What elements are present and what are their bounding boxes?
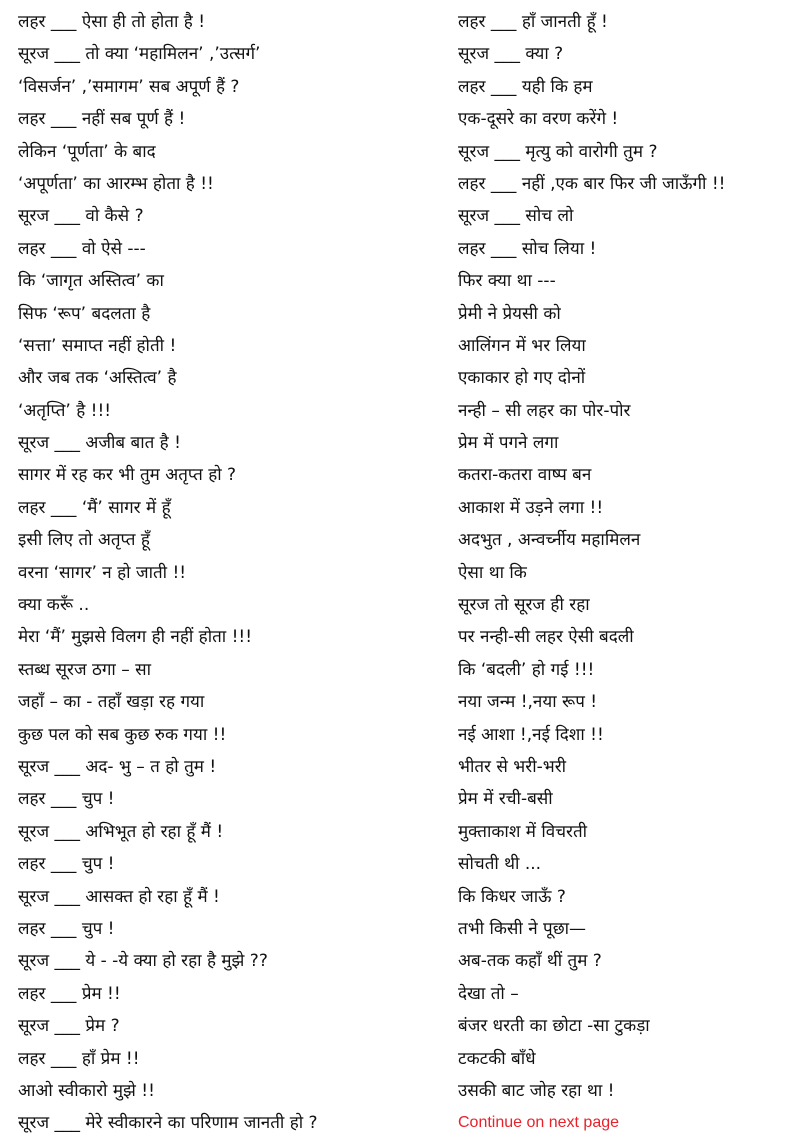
poem-line: एकाकार हो गए दोनों: [458, 368, 586, 389]
poem-line: क्या करूँ ..: [18, 595, 90, 616]
poem-line: सूरज ___ मृत्यु को वारोगी तुम ?: [458, 141, 658, 162]
poem-line: सूरज ___ मेरे स्वीकारने का परिणाम जानती हो ?: [18, 1113, 318, 1134]
poem-line: नन्ही – सी लहर का पोर-पोर: [458, 400, 631, 421]
poem-line: लहर ___ वो ऐसे ---: [18, 238, 146, 259]
poem-line: कि ‘बदली’ हो गई !!!: [458, 659, 595, 680]
poem-line: लहर ___ नहीं सब पूर्ण हैं !: [18, 109, 186, 130]
poem-line: तभी किसी ने पूछा—: [458, 918, 587, 939]
poem-line: लहर ___ ‘मैं’ सागर में हूँ: [18, 497, 171, 518]
poem-line: सूरज ___ प्रेम ?: [18, 1016, 120, 1037]
poem-line: जहाँ – का - तहाँ खड़ा रह गया: [18, 692, 205, 713]
poem-line: टकटकी बाँधे: [458, 1048, 536, 1069]
poem-line: लहर ___ हाँ जानती हूँ !: [458, 12, 608, 32]
poem-line: लहर ___ ऐसा ही तो होता है !: [18, 12, 206, 32]
poem-line: सूरज ___ आसक्त हो रहा हूँ मैं !: [18, 886, 220, 907]
poem-line: आकाश में उड़ने लगा !!: [458, 497, 604, 518]
poem-line: लहर ___ चुप !: [18, 854, 115, 875]
poem-line: और जब तक ‘अस्तित्व’ है: [18, 368, 177, 389]
poem-line: वरना ‘सागर’ न हो जाती !!: [18, 562, 187, 583]
poem-line: नया जन्म !,नया रूप !: [458, 692, 598, 713]
poem-line: सूरज तो सूरज ही रहा: [458, 595, 590, 616]
poem-line: सूरज ___ वो कैसे ?: [18, 206, 144, 227]
poem-line: इसी लिए तो अतृप्त हूँ: [18, 530, 150, 551]
poem-line: प्रेम में पगने लगा: [458, 433, 559, 454]
poem-line: लहर ___ सोच लिया !: [458, 238, 597, 259]
poem-line: प्रेमी ने प्रेयसी को: [458, 303, 561, 324]
poem-line: ‘अतृप्ति’ है !!!: [18, 400, 112, 421]
poem-line: मेरा ‘मैं’ मुझसे विलग ही नहीं होता !!!: [18, 627, 253, 648]
poem-line: सूरज ___ क्या ?: [458, 44, 564, 65]
poem-line: लहर ___ नहीं ,एक बार फिर जी जाऊँगी !!: [458, 173, 726, 194]
poem-line: कि ‘जागृत अस्तित्व’ का: [18, 271, 164, 292]
poem-line: सूरज ___ अजीब बात है !: [18, 433, 181, 454]
poem-line: भीतर से भरी-भरी: [458, 756, 567, 777]
poem-line: अदभुत , अन्वर्च्नीय महामिलन: [458, 530, 641, 551]
poem-line: ‘अपूर्णता’ का आरम्भ होता है !!: [18, 173, 214, 194]
poem-line: उसकी बाट जोह रहा था !: [458, 1080, 615, 1101]
poem-line: ऐसा था कि: [458, 562, 527, 583]
poem-line: आलिंगन में भर लिया: [458, 335, 586, 356]
poem-line: देखा तो –: [458, 983, 519, 1004]
poem-line: नई आशा !,नई दिशा !!: [458, 724, 604, 745]
poem-line: फिर क्या था ---: [458, 271, 556, 292]
poem-left-column: [18, 6, 438, 1140]
poem-line: कुछ पल को सब कुछ रुक गया !!: [18, 724, 227, 745]
poem-line: एक-दूसरे का वरण करेंगे !: [458, 109, 619, 130]
poem-line: सोचती थी ...: [458, 854, 542, 875]
poem-line: सिफ ‘रूप’ बदलता है: [18, 303, 151, 324]
poem-line: कि किधर जाऊँ ?: [458, 886, 566, 907]
poem-line: पर नन्ही-सी लहर ऐसी बदली: [458, 627, 634, 648]
poem-line: स्तब्ध सूरज ठगा – सा: [18, 659, 152, 680]
poem-line: सूरज ___ तो क्या ‘महामिलन’ ,’उत्सर्ग’: [18, 44, 261, 65]
poem-line: कतरा-कतरा वाष्प बन: [458, 465, 592, 486]
poem-line: आओ स्वीकारो मुझे !!: [18, 1080, 155, 1101]
poem-line: बंजर धरती का छोटा -सा टुकड़ा: [458, 1016, 650, 1037]
poem-line: सूरज ___ ये - -ये क्या हो रहा है मुझे ??: [18, 951, 268, 972]
poem-line: ‘विसर्जन’ ,’समागम’ सब अपूर्ण हैं ?: [18, 76, 240, 97]
poem-line: सूरज ___ सोच लो: [458, 206, 574, 227]
poem-line: अब-तक कहाँ थीं तुम ?: [458, 951, 602, 972]
poem-right-column: [458, 6, 788, 1140]
poem-line: ‘सत्ता’ समाप्त नहीं होती !: [18, 335, 177, 356]
poem-line: लहर ___ प्रेम !!: [18, 983, 121, 1004]
poem-line: सूरज ___ अद- भु – त हो तुम !: [18, 756, 217, 777]
poem-line: लहर ___ चुप !: [18, 789, 115, 810]
poem-line: सूरज ___ अभिभूत हो रहा हूँ मैं !: [18, 821, 224, 842]
poem-line: लहर ___ हाँ प्रेम !!: [18, 1048, 140, 1069]
continue-note: Continue on next page: [458, 1114, 620, 1132]
poem-line: प्रेम में रची-बसी: [458, 789, 553, 810]
poem-line: लहर ___ चुप !: [18, 918, 115, 939]
poem-line: लहर ___ यही कि हम: [458, 76, 593, 97]
poem-line: लेकिन ‘पूर्णता’ के बाद: [18, 141, 156, 162]
poem-line: मुक्ताकाश में विचरती: [458, 821, 588, 842]
poem-line: सागर में रह कर भी तुम अतृप्त हो ?: [18, 465, 237, 486]
